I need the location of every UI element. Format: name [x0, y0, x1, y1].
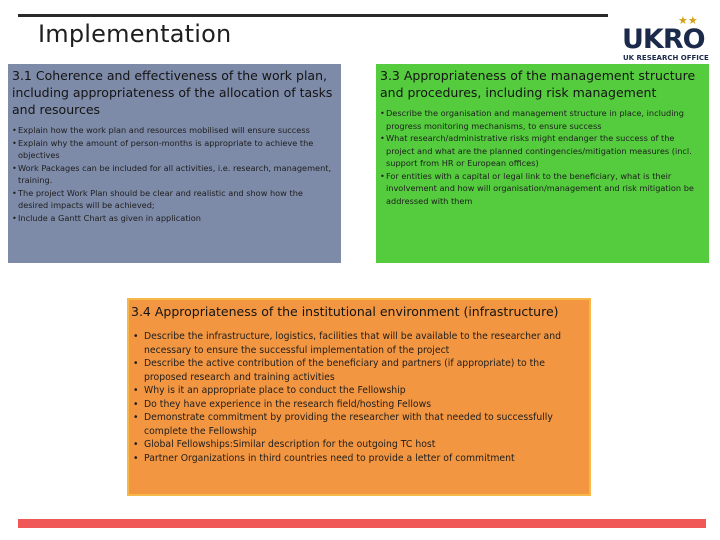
bullet-item: • Global Fellowships:Similar description for the outgoing TC host — [133, 438, 581, 452]
page-title: Implementation — [38, 20, 232, 48]
stars-icon: ★★ — [678, 14, 698, 27]
bullet-item: • Partner Organizations in third countries need to provide a letter of commitment — [133, 452, 581, 466]
bullet-item: • Demonstrate commitment by providing the researcher with that needed to successfully complete the Fellowship — [133, 411, 581, 438]
bullet-item: • What research/administrative risks might endanger the success of the project and what are the planned contingencies/mitigation measures (incl. support from HR or European offices) — [380, 132, 703, 170]
section-3-3-bullets — [376, 101, 709, 207]
section-3-3-box — [376, 64, 709, 263]
section-3-1-bullets — [8, 118, 341, 224]
bullet-item: • For entities with a capital or legal link to the beneficiary, what is their involvement and how will organisation/management and risk mitigation be addressed with them — [380, 170, 703, 208]
bullet-item: • Describe the active contribution of the beneficiary and partners (if appropriate) to the proposed research and training activities — [133, 357, 581, 384]
ukro-logo — [618, 14, 710, 64]
section-3-1-title: 3.1 Coherence and effectiveness of the work plan, including appropriateness of the allocation of tasks and resources — [12, 68, 333, 117]
section-3-4-box — [127, 298, 591, 496]
bullet-item: • Do they have experience in the research field/hosting Fellows — [133, 398, 581, 412]
bullet-item: • Explain why the amount of person-months is appropriate to achieve the objectives — [12, 137, 335, 162]
bullet-item: • The project Work Plan should be clear and realistic and show how the desired impacts will be achieved; — [12, 187, 335, 212]
section-3-3-title: 3.3 Appropriateness of the management structure and procedures, including risk management — [380, 68, 696, 100]
bullet-item: • Describe the infrastructure, logistics, facilities that will be available to the researcher and necessary to ensure the successful implementation of the project — [133, 330, 581, 357]
bullet-item: • Explain how the work plan and resources mobilised will ensure success — [12, 124, 335, 137]
bullet-item: • Describe the organisation and management structure in place, including progress monitoring mechanisms, to ensure success — [380, 107, 703, 132]
bullet-item: • Why is it an appropriate place to conduct the Fellowship — [133, 384, 581, 398]
section-3-4-title: 3.4 Appropriateness of the institutional environment (infrastructure) — [131, 304, 559, 319]
top-rule — [18, 14, 608, 17]
section-3-1-box — [8, 64, 341, 263]
section-3-4-bullets — [129, 320, 589, 465]
bullet-item: • Work Packages can be included for all activities, i.e. research, management, training. — [12, 162, 335, 187]
logo-wordmark: UKRO — [622, 24, 705, 55]
bullet-item: • Include a Gantt Chart as given in application — [12, 212, 335, 225]
logo-subtitle: UK RESEARCH OFFICE — [623, 54, 709, 62]
bottom-accent-bar — [18, 519, 706, 528]
